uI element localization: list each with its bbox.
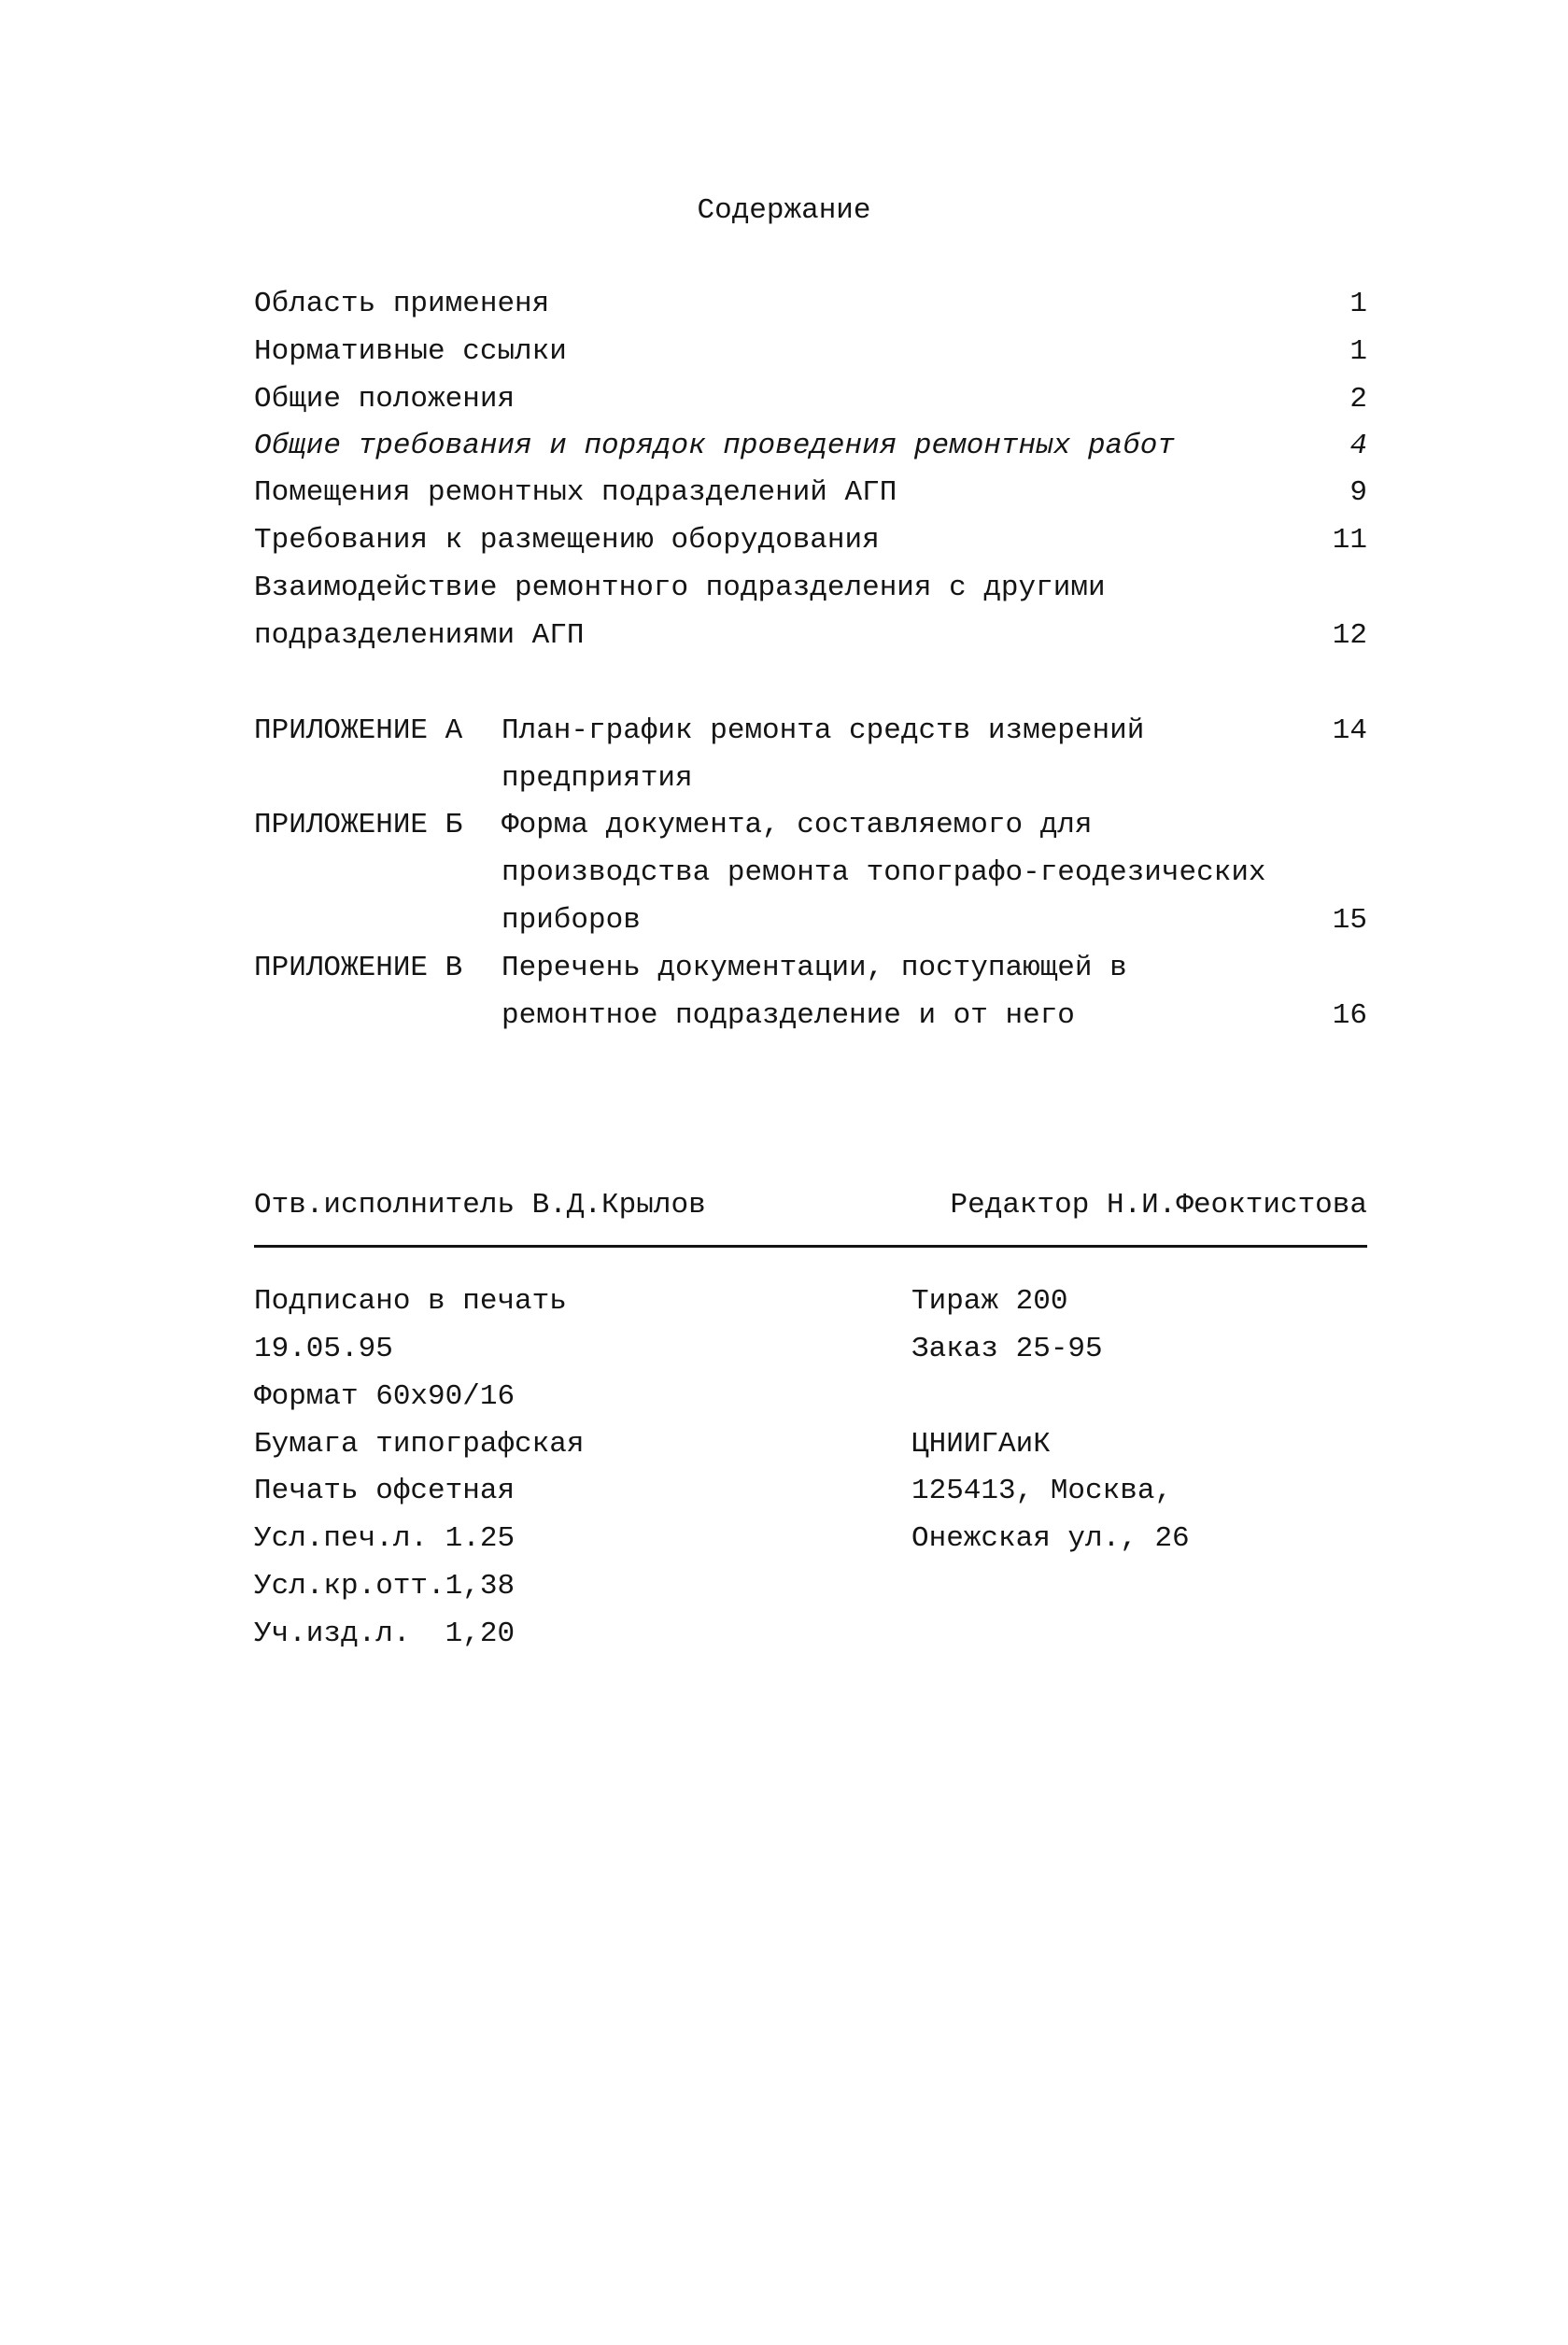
toc-item-label: Взаимодействие ремонтного подразделения с другими — [254, 572, 1106, 604]
appendix-item — [254, 999, 1367, 1040]
appendix-text: ремонтное подразделение и от него — [501, 999, 1075, 1032]
appendix-text: производства ремонта топографо-геодезических — [501, 856, 1266, 889]
toc-item-label: Общие положения — [254, 383, 516, 416]
imprint-line: Подписано в печать — [254, 1285, 567, 1318]
appendix-page: 14 — [1332, 714, 1367, 747]
toc-item — [254, 430, 1367, 471]
toc-item — [254, 524, 1367, 565]
appendix-item — [254, 856, 1367, 897]
appendix-item — [254, 904, 1367, 945]
toc-item — [254, 476, 1367, 517]
toc-item — [254, 572, 1367, 613]
appendix-text: План-график ремонта средств измерений — [501, 714, 1145, 747]
imprint-line: 125413, Москва, — [911, 1475, 1173, 1507]
toc-item-page: 9 — [1349, 476, 1367, 509]
toc-item-page: 12 — [1332, 619, 1367, 652]
appendix-item — [254, 762, 1367, 803]
appendix-text: Форма документа, составляемого для — [501, 809, 1093, 841]
appendix-item — [254, 714, 1367, 756]
editor-credit: Редактор Н.И.Феоктистова — [950, 1189, 1367, 1222]
imprint-line: 19.05.95 — [254, 1333, 393, 1365]
toc-item-page: 11 — [1332, 524, 1367, 557]
imprint-line: Формат 60х90/16 — [254, 1380, 516, 1413]
toc-item-page: 1 — [1349, 335, 1367, 368]
toc-item-page: 4 — [1349, 430, 1367, 462]
divider — [254, 1245, 1367, 1248]
appendix-item — [254, 809, 1367, 850]
toc-item — [254, 383, 1367, 424]
imprint-line: Бумага типографская — [254, 1428, 585, 1461]
appendix-tag: ПРИЛОЖЕНИЕ Б — [254, 809, 463, 841]
appendix-page: 16 — [1332, 999, 1367, 1032]
imprint-line: Уч.изд.л. 1,20 — [254, 1617, 516, 1650]
imprint-line: Усл.кр.отт.1,38 — [254, 1570, 516, 1603]
toc-item-label: Требования к размещению оборудования — [254, 524, 880, 557]
appendix-tag: ПРИЛОЖЕНИЕ В — [254, 952, 463, 984]
toc-item — [254, 288, 1367, 329]
toc-item-label: Помещения ремонтных подразделений АГП — [254, 476, 897, 509]
toc-item — [254, 619, 1367, 660]
appendix-text: предприятия — [501, 762, 693, 795]
imprint-line: Тираж 200 — [911, 1285, 1068, 1318]
page-title: Содержание — [697, 194, 871, 227]
executor-credit: Отв.исполнитель В.Д.Крылов — [254, 1189, 706, 1222]
toc-item — [254, 335, 1367, 376]
imprint-line: Онежская ул., 26 — [911, 1522, 1190, 1555]
toc-item-label: Нормативные ссылки — [254, 335, 567, 368]
imprint-line: Усл.печ.л. 1.25 — [254, 1522, 516, 1555]
appendix-text: приборов — [501, 904, 641, 937]
toc-item-label: Общие требования и порядок проведения ремонтных работ — [254, 430, 1175, 462]
imprint-line: ЦНИИГАиК — [911, 1428, 1051, 1461]
toc-item-label: подразделениями АГП — [254, 619, 585, 652]
imprint-line: Печать офсетная — [254, 1475, 516, 1507]
toc-item-label: Область примененя — [254, 288, 550, 320]
appendix-tag: ПРИЛОЖЕНИЕ А — [254, 714, 463, 747]
appendix-page: 15 — [1332, 904, 1367, 937]
toc-item-page: 2 — [1349, 383, 1367, 416]
appendix-item — [254, 952, 1367, 993]
appendix-text: Перечень документации, поступающей в — [501, 952, 1127, 984]
toc-item-page: 1 — [1349, 288, 1367, 320]
imprint-line: Заказ 25-95 — [911, 1333, 1103, 1365]
